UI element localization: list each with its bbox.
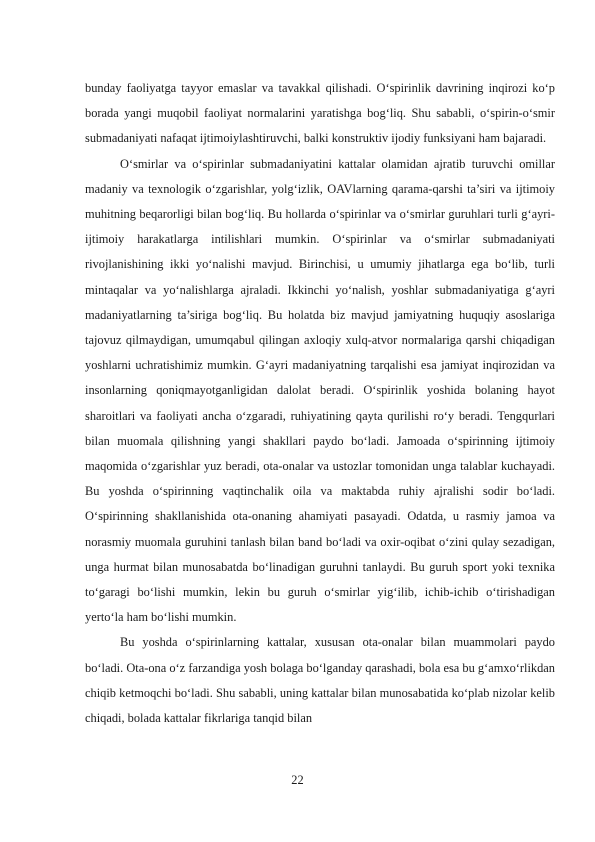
paragraph-3: Bu yoshda o‘spirinlarning kattalar, xususan ota-onalar bilan muammolari paydo bo‘ladi. Ota-ona o‘z farzandiga yosh bolaga bo‘lganday qarashadi, bola esa bu g‘amxo‘rlikdan chiqib ketmoqchi bo‘ladi. Shu sababli, uning kattalar bilan munosabatida ko‘plab nizolar kelib chiqadi, bolada kattalar fikrlariga tanqid bilan: [85, 635, 555, 726]
document-page: [85, 76, 555, 731]
paragraph-1: bunday faoliyatga tayyor emaslar va tavakkal qilishadi. O‘spirinlik davrining inqirozi ko‘p borada yangi muqobil faoliyat normalarini yaratishga bog‘liq. Shu sababli, o‘spirin-o‘smir submadaniyati nafaqat ijtimoiylashtiruvchi, balki konstruktiv ijodiy funksiyani ham bajaradi.: [85, 81, 555, 146]
page-number: 22: [291, 773, 304, 787]
paragraph-2: O‘smirlar va o‘spirinlar submadaniyatini kattalar olamidan ajratib turuvchi omillar madaniy va texnologik o‘zgarishlar, yolg‘izlik, OAVlarning qarama-qarshi ta’siri va ijtimoiy muhitning beqarorligi bilan bog‘liq. Bu hollarda o‘spirinlar va o‘smirlar guruhlari turli g‘ayri-ijtimoiy harakatlarga intilishlari mumkin. O‘spirinlar va o‘smirlar submadaniyati rivojlanishining ikki yo‘nalishi mavjud. Birinchisi, u umumiy jihatlarga ega bo‘lib, turli mintaqalar va yo‘nalishlarga ajraladi. Ikkinchi yo‘nalish, yoshlar submadaniyatiga g‘ayri madaniyatlarning ta’siriga bog‘liq. Bu holatda biz mavjud jamiyatning huquqiy asoslariga tajovuz qilmaydigan, umumqabul qilingan axloqiy xulq-atvor normalariga qarshi chiqadigan yoshlarni uchratishimiz mumkin. G‘ayri madaniyatning tarqalishi esa jamiyat inqirozidan va insonlarning qoniqmayotganligidan dalolat beradi. O‘spirinlik yoshida bolaning hayot sharoitlari va faoliyati ancha o‘zgaradi, ruhiyatining qayta qurilishi ro‘y beradi. Tengqurlari bilan muomala qilishning yangi shakllari paydo bo‘ladi. Jamoada o‘spirinning ijtimoiy maqomida o‘zgarishlar yuz beradi, ota-onalar va ustozlar tomonidan unga talablar kuchayadi. Bu yoshda o‘spirinning vaqtinchalik oila va maktabda ruhiy ajralishi sodir bo‘ladi. O‘spirinning shakllanishida ota-onaning ahamiyati pasayadi. Odatda, u rasmiy jamoa va norasmiy muomala guruhini tanlash bilan band bo‘ladi va oxir-oqibat o‘zini qulay sezadigan, unga hurmat bilan munosabatda bo‘linadigan guruhni tanlaydi. Bu guruh sport yoki texnika to‘garagi bo‘lishi mumkin, lekin bu guruh o‘smirlar yig‘ilib, ichib-ichib o‘tirishadigan yerto‘la ham bo‘lishi mumkin.: [85, 156, 555, 625]
